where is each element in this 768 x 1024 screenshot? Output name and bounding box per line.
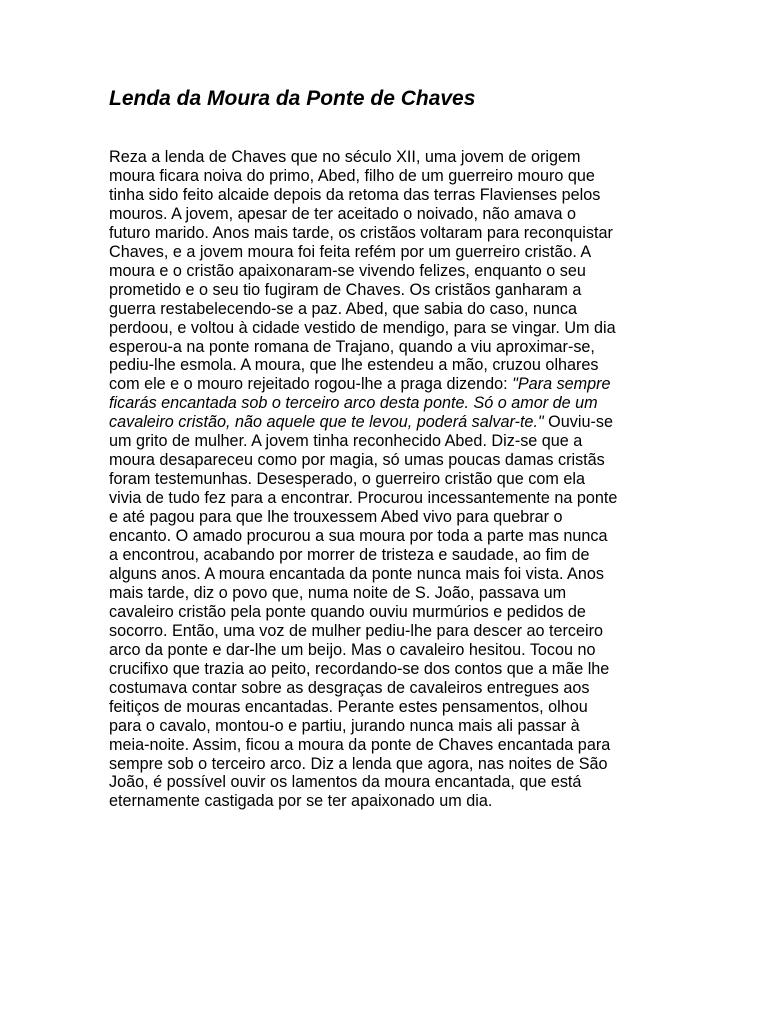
paragraph-line: e até pagou para que lhe trouxessem Abed vivo para quebrar o xyxy=(109,508,563,527)
paragraph-line: crucifixo que trazia ao peito, recordando-se dos contos que a mãe lhe xyxy=(109,659,610,678)
page-title: Lenda da Moura da Ponte de Chaves xyxy=(109,87,476,110)
line-text: com ele e o mouro rejeitado rogou-lhe a praga dizendo: xyxy=(109,375,513,394)
quote-text: "Para sempre xyxy=(512,375,611,394)
paragraph-line: eternamente castigada por se ter apaixonado um dia. xyxy=(109,792,493,811)
paragraph-line: Chaves, e a jovem moura foi feita refém por um guerreiro cristão. A xyxy=(109,242,592,261)
line-text: Ouviu-se xyxy=(543,413,613,432)
paragraph-line-with-quote xyxy=(109,413,669,432)
legend-paragraph xyxy=(109,148,669,811)
paragraph-line: costumava contar sobre as desgraças de cavaleiros entregues aos xyxy=(109,678,590,697)
paragraph-line: sempre sob o terceiro arco. Diz a lenda que agora, nas noites de São xyxy=(109,754,608,773)
paragraph-line: esperou-a na ponte romana de Trajano, quando a viu aproximar-se, xyxy=(109,337,595,356)
paragraph-line: guerra restabelecendo-se a paz. Abed, que sabia do caso, nunca xyxy=(109,299,577,318)
paragraph-line: prometido e o seu tio fugiram de Chaves. Os cristãos ganharam a xyxy=(109,280,582,299)
paragraph-line: João, é possível ouvir os lamentos da moura encantada, que está xyxy=(109,773,582,792)
paragraph-line: para o cavalo, montou-o e partiu, jurando nunca mais ali passar à xyxy=(109,716,580,735)
paragraph-line: tinha sido feito alcaide depois da retoma das terras Flavienses pelos xyxy=(109,185,601,204)
paragraph-line: arco da ponte e dar-lhe um beijo. Mas o cavaleiro hesitou. Tocou no xyxy=(109,640,596,659)
paragraph-line: pediu-lhe esmola. A moura, que lhe estendeu a mão, cruzou olhares xyxy=(109,356,599,375)
paragraph-line: futuro marido. Anos mais tarde, os cristãos voltaram para reconquistar xyxy=(109,223,613,242)
paragraph-line: cavaleiro cristão pela ponte quando ouviu murmúrios e pedidos de xyxy=(109,602,586,621)
paragraph-line: meia-noite. Assim, ficou a moura da ponte de Chaves encantada para xyxy=(109,735,611,754)
paragraph-line: socorro. Então, uma voz de mulher pediu-lhe para descer ao terceiro xyxy=(109,621,603,640)
quote-text: cavaleiro cristão, não aquele que te levou, poderá salvar-te." xyxy=(109,413,544,432)
paragraph-line: alguns anos. A moura encantada da ponte nunca mais foi vista. Anos xyxy=(109,564,604,583)
paragraph-line: mais tarde, diz o povo que, numa noite de S. João, passava um xyxy=(109,583,567,602)
paragraph-line: mouros. A jovem, apesar de ter aceitado o noivado, não amava o xyxy=(109,204,577,223)
paragraph-line: um grito de mulher. A jovem tinha reconhecido Abed. Diz-se que a xyxy=(109,432,583,451)
paragraph-line: Reza a lenda de Chaves que no século XII, uma jovem de origem xyxy=(109,148,581,166)
paragraph-line: foram testemunhas. Desesperado, o guerreiro cristão que com ela xyxy=(109,470,585,489)
paragraph-line: perdoou, e voltou à cidade vestido de mendigo, para se vingar. Um dia xyxy=(109,318,616,337)
paragraph-line: encanto. O amado procurou a sua moura por toda a parte mas nunca xyxy=(109,527,608,546)
paragraph-line: feitiços de mouras encantadas. Perante estes pensamentos, olhou xyxy=(109,697,588,716)
paragraph-line-with-quote xyxy=(109,375,669,394)
paragraph-line: moura e o cristão apaixonaram-se vivendo felizes, enquanto o seu xyxy=(109,261,586,280)
paragraph-line: moura ficara noiva do primo, Abed, filho de um guerreiro mouro que xyxy=(109,166,595,185)
quote-text: ficarás encantada sob o terceiro arco desta ponte. Só o amor de um xyxy=(109,394,598,413)
paragraph-line-quote xyxy=(109,394,669,413)
paragraph-line: a encontrou, acabando por morrer de tristeza e saudade, ao fim de xyxy=(109,546,590,565)
paragraph-line: vivia de tudo fez para a encontrar. Procurou incessantemente na ponte xyxy=(109,489,618,508)
paragraph-line: moura desapareceu como por magia, só umas poucas damas cristãs xyxy=(109,451,605,470)
